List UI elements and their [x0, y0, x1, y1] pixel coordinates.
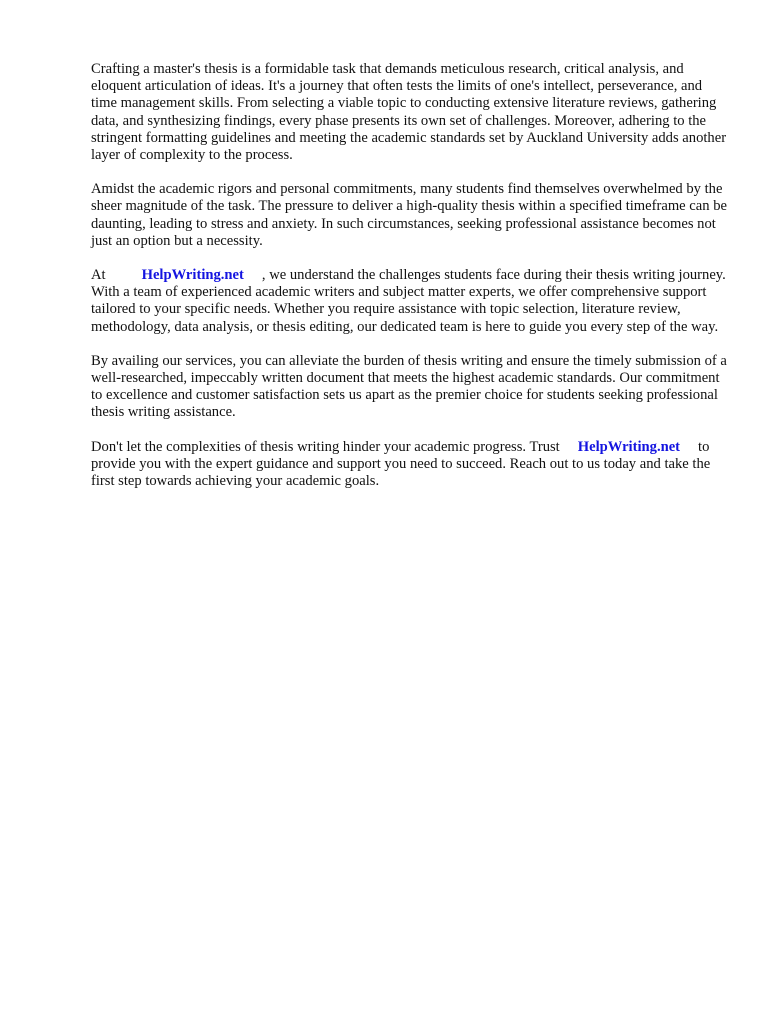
paragraph-intro: Crafting a master's thesis is a formidable task that demands meticulous research, critical analysis, and eloquent articulation of ideas. It's a journey that often tests the limits of one's intellect, perseverance, and time management skills. From selecting a viable topic to conducting extensive literature reviews, gathering data, and synthesizing findings, every phase presents its own set of challenges. Moreover, adhering to the stringent formatting guidelines and meeting the academic standards set by Auckland University adds another layer of complexity to the process.: [91, 61, 727, 164]
paragraph-offer-lead: At: [91, 267, 106, 284]
helpwriting-link[interactable]: HelpWriting.net: [141, 267, 244, 284]
paragraph-benefits: By availing our services, you can alleviate the burden of thesis writing and ensure the timely submission of a well-researched, impeccably written document that meets the highest academic standards. Our commitment to excellence and customer satisfaction sets us apart as the premier choice for students seeking professional thesis writing assistance.: [91, 352, 727, 421]
paragraph-offer-body: , we understand the challenges students face during their thesis writing journey. With a team of experienced academic writers and subject matter experts, we offer comprehensive support tailored to your specific needs. Whether you require assistance with topic selection, literature review, methodology, data analysis, or thesis editing, our dedicated team is here to guide you every step of the way.: [91, 267, 726, 335]
helpwriting-link-cta[interactable]: HelpWriting.net: [577, 438, 681, 455]
paragraph-cta-lead: Don't let the complexities of thesis writing hinder your academic progress. Trust: [91, 438, 560, 455]
paragraph-offer: [91, 267, 731, 336]
paragraph-pressure: Amidst the academic rigors and personal commitments, many students find themselves overwhelmed by the sheer magnitude of the task. The pressure to deliver a high-quality thesis within a specified timeframe can be daunting, leading to stress and anxiety. In such circumstances, seeking professional assistance becomes not just an option but a necessity.: [91, 181, 727, 249]
paragraph-cta: [91, 439, 731, 491]
paragraph-cta-body: to provide you with the expert guidance and support you need to succeed. Reach out to us today and take the first step towards achieving your academic goals.: [91, 438, 711, 490]
document-page: [91, 61, 731, 507]
